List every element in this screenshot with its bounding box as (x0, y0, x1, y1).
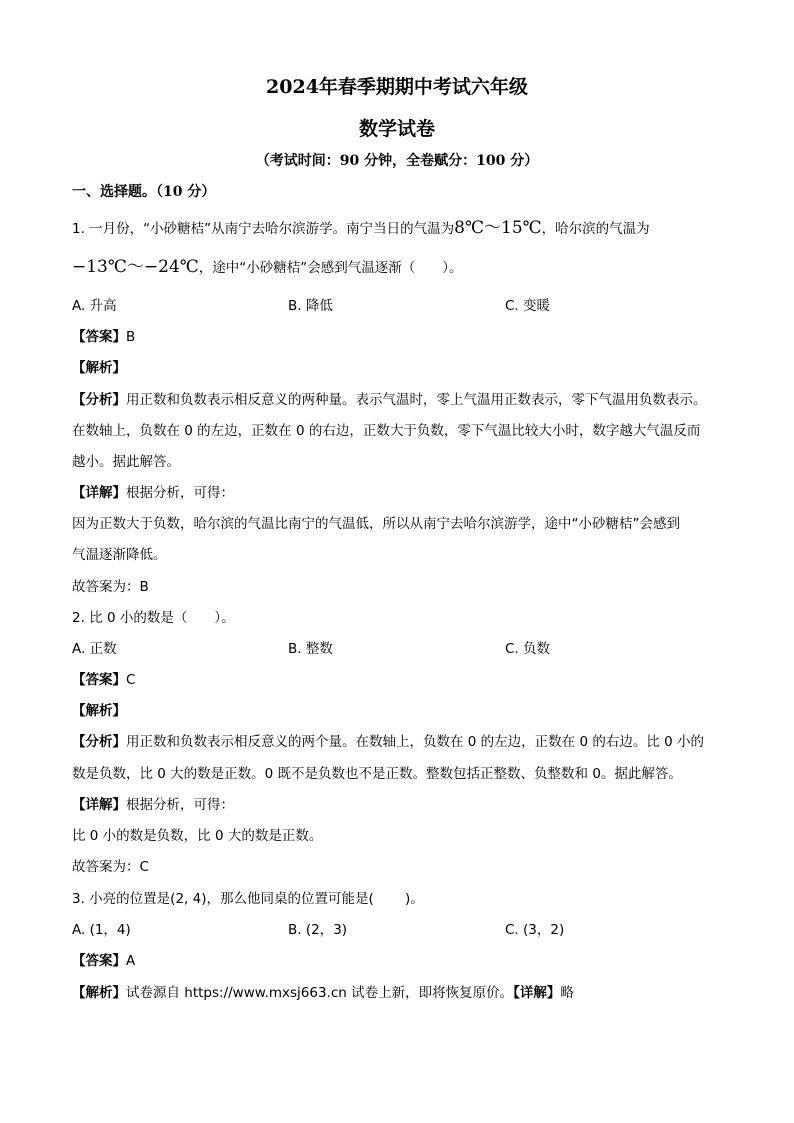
q2-analysis-line2: 数是负数，比 0 大的数是正数。0 既不是负数也不是正数。整数包括正整数、负整数和 0。据此解答。 (72, 766, 682, 782)
q1-analysis-line1: 【分析】用正数和负数表示相反意义的两种量。表示气温时，零上气温用正数表示，零下气温用负数表示。 (72, 392, 707, 408)
q3-option-a: A. (1，4) (72, 922, 131, 938)
exam-subtitle: 数学试卷 (358, 118, 435, 140)
exam-info: （考试时间：90 分钟，全卷赋分：100 分） (255, 153, 539, 169)
q2-option-a: A. 正数 (72, 641, 117, 657)
q1-final-answer: 故答案为：B (72, 579, 149, 595)
q2-answer-value: C (126, 672, 136, 688)
exam-title: 2024年春季期期中考试六年级 (266, 76, 528, 98)
q1-detail-line3: 气温逐渐降低。 (72, 547, 167, 563)
q1-text-c: ，途中“小砂糖桔”会感到气温逐渐（ ）。 (198, 260, 463, 276)
q2-answer: 【答案】C (72, 672, 136, 688)
q1-text-b: ，哈尔滨的气温为 (541, 221, 650, 237)
q3-analysis-text: 试卷源自 https://www.mxsj663.cn 试卷上新，即将恢复原价。 (126, 985, 514, 1001)
q2-analysis-tag: 【解析】 (72, 703, 126, 719)
q1-analysis-line3: 越小。据此解答。 (72, 454, 180, 470)
q1-option-c: C. 变暖 (505, 298, 551, 314)
q3-answer-value: A (126, 953, 136, 969)
section-heading: 一、选择题。（10 分） (72, 184, 216, 200)
q1-temp-nanning: 8℃～15℃ (454, 218, 542, 238)
q3-answer: 【答案】A (72, 953, 136, 969)
q1-temp-harbin: −13℃～−24℃ (72, 257, 199, 277)
q1-analysis-tag: 【解析】 (72, 360, 126, 376)
q1-stem-line2 (72, 258, 463, 277)
q3-option-b: B. (2，3) (288, 922, 348, 938)
q2-final-answer: 故答案为：C (72, 859, 149, 875)
q1-option-a: A. 升高 (72, 298, 117, 314)
q3-option-c: C. (3，2) (505, 922, 565, 938)
q1-detail-line1: 【详解】根据分析，可得： (72, 485, 234, 501)
q2-stem: 2. 比 0 小的数是（ ）。 (72, 610, 235, 626)
q2-option-c: C. 负数 (505, 641, 551, 657)
q1-answer: 【答案】B (72, 329, 136, 345)
q2-detail-line1: 【详解】根据分析，可得： (72, 797, 234, 813)
q1-option-b: B. 降低 (288, 298, 333, 314)
q1-detail-line2: 因为正数大于负数，哈尔滨的气温比南宁的气温低，所以从南宁去哈尔滨游学，途中“小砂糖桔”会感到 (72, 516, 680, 532)
q2-analysis-line1: 【分析】用正数和负数表示相反意义的两个量。在数轴上，负数在 0 的左边，正数在 0 的右边。比 0 小的 (72, 734, 705, 750)
q2-detail-line2: 比 0 小的数是负数，比 0 大的数是正数。 (72, 828, 323, 844)
q1-analysis-line2: 在数轴上，负数在 0 的左边，正数在 0 的右边，正数大于负数，零下气温比较大小时，数字越大气温反而 (72, 423, 701, 439)
q1-answer-value: B (126, 329, 136, 345)
q2-option-b: B. 整数 (288, 641, 333, 657)
q3-stem: 3. 小亮的位置是(2, 4)，那么他同桌的位置可能是( )。 (72, 891, 424, 907)
q3-analysis-line: 【解析】试卷源自 https://www.mxsj663.cn 试卷上新，即将恢复原价。【详解】略 (72, 985, 574, 1001)
q1-text-a: 1. 一月份，“小砂糖桔”从南宁去哈尔滨游学。南宁当日的气温为 (72, 221, 455, 237)
q1-stem-line1 (72, 219, 650, 238)
